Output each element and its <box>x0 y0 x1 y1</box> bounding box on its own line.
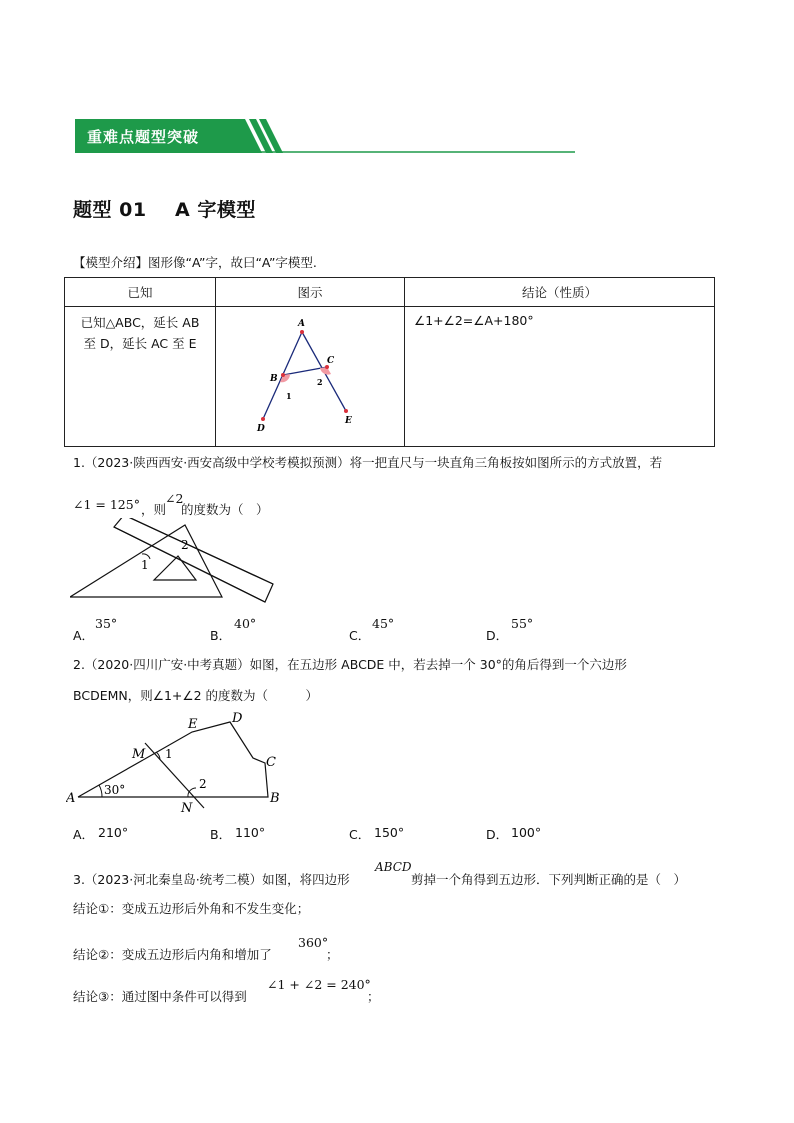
q3-c2-value: 360° <box>298 935 329 950</box>
q2-label-2: 2 <box>199 777 207 791</box>
q3-stem-line <box>73 860 733 886</box>
q2-option-a-value: 210° <box>98 825 129 840</box>
q3-conclusion-2 <box>73 935 473 961</box>
q3-c2-pre: 结论②：变成五边形后内角和增加了 <box>73 947 272 962</box>
q1-ask: 的度数为（ ） <box>181 502 269 517</box>
header-conclusion: 结论（性质） <box>405 278 715 307</box>
q3-c3-pre: 结论③：通过图中条件可以得到 <box>73 989 247 1004</box>
table-header-row <box>65 278 715 307</box>
label-D: D <box>257 424 265 434</box>
q2-options <box>73 825 553 843</box>
q2-option-d-letter: D． <box>486 827 509 842</box>
q2-option-c-letter: C． <box>349 827 371 842</box>
q2-option-b-letter: B． <box>210 827 232 842</box>
label-A: A <box>298 319 305 329</box>
q1-option-b-letter: B． <box>210 628 232 643</box>
label-E: E <box>345 416 352 426</box>
q3-c3-value: ∠1 + ∠2 = 240° <box>267 977 371 992</box>
q2-option-d-value: 100° <box>511 825 542 840</box>
q3-c2-post: ； <box>326 947 339 962</box>
q1-option-c-value: 45° <box>372 616 395 631</box>
q2-stem-line1: 2.（2020·四川广安·中考真题）如图，在五边形 ABCDE 中，若去掉一个 30°的角后得到一个六边形 <box>73 657 627 672</box>
q2-option-b-value: 110° <box>235 825 266 840</box>
known-cell <box>65 307 216 447</box>
q2-label-C: C <box>266 755 276 770</box>
table-row <box>65 307 715 447</box>
q1-option-b-value: 40° <box>234 616 257 631</box>
a-model-figure <box>216 307 404 443</box>
q2-stem-line2: BCDEMN，则∠1+∠2 的度数为（ ） <box>73 688 319 703</box>
label-1: 1 <box>286 391 292 401</box>
header-figure: 图示 <box>216 278 405 307</box>
q1-condition: ∠1 = 125° <box>73 497 140 512</box>
q3-quad: ABCD <box>375 860 412 874</box>
section-banner <box>75 119 575 153</box>
q2-option-c-value: 150° <box>374 825 405 840</box>
q1-stem: 1.（2023·陕西西安·西安高级中学校考模拟预测）将一把直尺与一块直角三角板按如图所示的方式放置，若 <box>73 455 663 470</box>
q2-label-E: E <box>188 717 198 732</box>
q1-option-d-value: 55° <box>511 616 534 631</box>
q1-fig-label-1: 1 <box>141 558 149 572</box>
q1-then: ，则 <box>141 502 167 517</box>
q2-label-N: N <box>181 801 193 816</box>
q1-condition-line <box>73 491 373 515</box>
q1-option-a-value: 35° <box>95 616 118 631</box>
q2-label-A: A <box>66 791 76 806</box>
label-2: 2 <box>317 377 323 387</box>
conclusion-cell: ∠1+∠2=∠A+180° <box>405 307 715 447</box>
q2-figure <box>66 708 291 816</box>
label-C: C <box>327 356 335 366</box>
label-B: B <box>270 374 278 384</box>
q3-stem-post: 剪掉一个角得到五边形．下列判断正确的是（ ） <box>411 872 687 887</box>
model-table <box>64 277 715 447</box>
model-intro: 【模型介绍】图形像“A”字，故曰“A”字模型. <box>73 255 317 270</box>
q2-label-1: 1 <box>165 747 173 761</box>
q1-options <box>73 616 553 643</box>
banner-title: 重难点题型突破 <box>87 128 200 146</box>
q2-label-B: B <box>270 791 280 806</box>
q3-conclusion-1: 结论①：变成五边形后外角和不发生变化； <box>73 901 310 916</box>
q3-conclusion-3 <box>73 977 473 1003</box>
header-known: 已知 <box>65 278 216 307</box>
q3-stem-pre: 3.（2023·河北秦皇岛·统考二模）如图，将四边形 <box>73 872 350 887</box>
q1-option-d-letter: D． <box>486 628 509 643</box>
q1-angle2: ∠2 <box>165 491 184 506</box>
q3-c3-post: ； <box>367 989 380 1004</box>
known-line-1: 已知△ABC，延长 AB <box>80 315 200 330</box>
q2-label-angle: 30° <box>104 783 126 797</box>
q2-label-M: M <box>132 747 146 762</box>
q1-option-a-letter: A． <box>73 628 95 643</box>
q2-option-a-letter: A． <box>73 827 95 842</box>
q1-option-c-letter: C． <box>349 628 371 643</box>
q1-figure <box>70 518 275 604</box>
known-line-2: 至 D，延长 AC 至 E <box>83 336 197 351</box>
q1-fig-label-2: 2 <box>181 538 189 552</box>
q2-label-D: D <box>232 711 243 726</box>
figure-cell <box>216 307 405 447</box>
section-title: 题型 01 A 字模型 <box>73 199 256 221</box>
